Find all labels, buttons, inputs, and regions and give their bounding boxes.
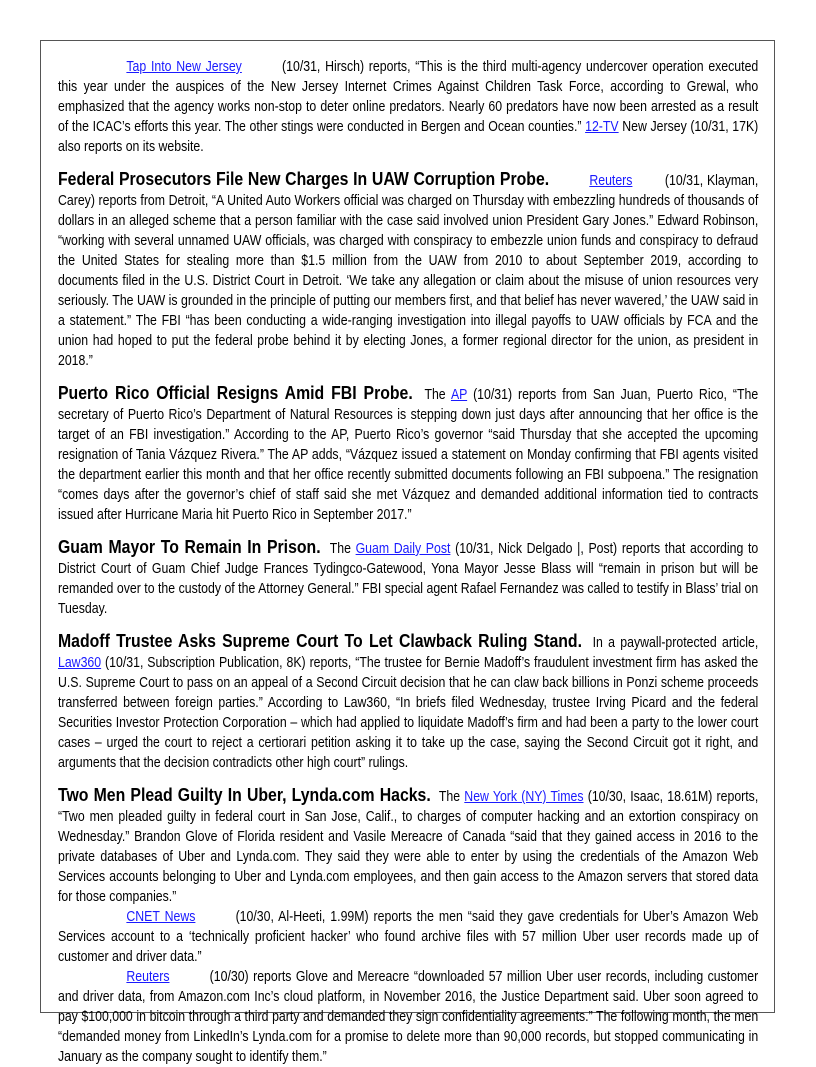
article-guam [58,537,758,619]
article-lead-in: In a paywall-protected article, [592,635,759,651]
source-link-12-tv[interactable]: 12-TV [585,119,619,135]
source-link-cnet-news[interactable]: CNET News [126,909,196,925]
article-body: (10/31, Subscription Publication, 8K) reports, “The trustee for Bernie Madoff’s fraudulent investment firm has asked the U.S. Supreme Court to pass on an appeal of a Second Circuit decision that he can claw back billions in Ponzi scheme proceeds transferred between foreign parties.” According to Law360, “In briefs filed Wednesday, trustee Irving Picard and the federal Securities Investor Protection Corporation – which had applied to liquidate Madoff’s firm and had been a party to the lower court cases – urged the court to reject a certiorari petition asking it to take up the case, saying the Second Circuit got it right, and arguments that the decision contradicts other high court” rulings. [58,655,759,771]
article-lead-in: The [329,541,351,557]
article-puerto-rico [58,383,758,525]
source-link-tap-into-new-jersey[interactable]: Tap Into New Jersey [126,59,242,75]
article-body: (10/30, Isaac, 18.61M) reports, “Two men pleaded guilty in federal court in San Jose, Calif., to charges of computer hacking and an extortion conspiracy on Wednesday.” Brandon Glove of Florida resident and Vasile Mereacre of Canada “said that they gained access in 2016 to the private databases of Uber and Lynda.com. They said they were able to enter by using the credentials of the Amazon Web Services accounts belonging to Uber and Lynda.com employees, and then gain access to the Amazon servers that stored data for those companies.” [58,789,759,905]
article-lead-in: The [438,789,461,805]
article-headline: Federal Prosecutors File New Charges In UAW Corruption Probe. [58,168,550,189]
article-body: (10/31, Klayman, Carey) reports from Detroit, “A United Auto Workers official was charged on Thursday with embezzling hundreds of thousands of dollars in an alleged scheme that a person familiar with the case said involved union President Gary Jones.” Edward Robinson, “working with several unnamed UAW officials, was charged with conspiracy to embezzle union funds and conspiracy to defraud the United States for stealing more than $1.5 million from the UAW from 2010 to about September 2019, according to documents filed in the U.S. District Court in Detroit. ‘We take any allegation or claim about the misuse of union resources very seriously. The UAW is grounded in the principle of putting our members first, and that belief has never wavered,’ the UAW said in a statement.” The FBI “has been conducting a wide-ranging investigation into illegal payoffs to UAW officials by FCA and the union had hoped to put the federal probe behind it by electing Jones, a former regional director for the union, as president in 2018.” [58,173,759,369]
source-link-law360[interactable]: Law360 [58,655,102,671]
article-body: (10/30) reports Glove and Mereacre “downloaded 57 million Uber user records, including customer and driver data, from Amazon.com Inc’s cloud platform, in November 2016, the Justice Department said. Uber soon agreed to pay $100,000 in bitcoin through a third party and demanded they sign confidentiality agreements.” The following month, the men “demanded money from LinkedIn’s Lynda.com for a promise to delete more than 90,000 records, but stopped communicating in January as the company sought to identify them.” [58,969,759,1065]
article-madoff [58,631,758,773]
article-lead-in: The [424,387,446,403]
article-headline: Puerto Rico Official Resigns Amid FBI Probe. [58,382,413,403]
article-uaw [58,169,758,371]
article-followup-reuters [58,967,758,1067]
article-body: (10/31, Nick Delgado |, Post) reports that according to District Court of Guam Chief Judge Frances Tydingco-Gatewood, Yona Mayor Jesse Blass will “remain in prison but will be remanded over to the custody of the Attorney General.” FBI special agent Rafael Fernandez was called to testify in Blass’ trial on Tuesday. [58,541,759,617]
document-text [58,57,758,1067]
source-link-ap[interactable]: AP [450,387,468,403]
article-body: (10/31, Hirsch) reports, “This is the third multi-agency undercover operation executed this year under the auspices of the New Jersey Internet Crimes Against Children Task Force, according to Grewal, who emphasized that the agency works non-stop to deter online predators. Nearly 60 predators have now been arrested as a result of the ICAC’s efforts this year. The other stings were conducted in Bergen and Ocean counties.” [58,59,759,135]
article-headline: Two Men Plead Guilty In Uber, Lynda.com Hacks. [58,784,431,805]
document-body [58,57,758,1067]
article-body: (10/31) reports from San Juan, Puerto Rico, “The secretary of Puerto Rico’s Department of Natural Resources is stepping down just days after announcing that her office is the target of an FBI investigation.” According to the AP, Puerto Rico’s governor “said Thursday that she accepted the upcoming resignation of Tania Vázquez Rivera.” The AP adds, “Vázquez issued a statement on Monday confirming that FBI agents visited the department earlier this month and that her office recently submitted documents following an FBI subpoena.” The resignation “comes days after the governor’s chief of staff said she met Vázquez and demanded additional information tied to contracts issued after Hurricane Maria hit Puerto Rico in September 2017.” [58,387,759,523]
article-followup-cnet [58,907,758,967]
article-headline: Guam Mayor To Remain In Prison. [58,536,321,557]
article-body: New Jersey (10/31, 17K) also reports on its website. [58,119,759,155]
source-link-new-york-times[interactable]: New York (NY) Times [464,789,584,805]
article-uber-lynda [58,785,758,907]
article-body: (10/30, Al-Heeti, 1.99M) reports the men “said they gave credentials for Uber’s Amazon Web Services account to a ‘technically proficient hacker’ who found archive files with 57 million Uber user records made up of customer and driver data.” [58,909,759,965]
source-link-reuters-followup[interactable]: Reuters [126,969,170,985]
article-headline: Madoff Trustee Asks Supreme Court To Let Clawback Ruling Stand. [58,630,582,651]
source-link-guam-daily-post[interactable]: Guam Daily Post [355,541,451,557]
source-link-reuters[interactable]: Reuters [589,173,633,189]
article-nj-ictf [58,57,758,157]
